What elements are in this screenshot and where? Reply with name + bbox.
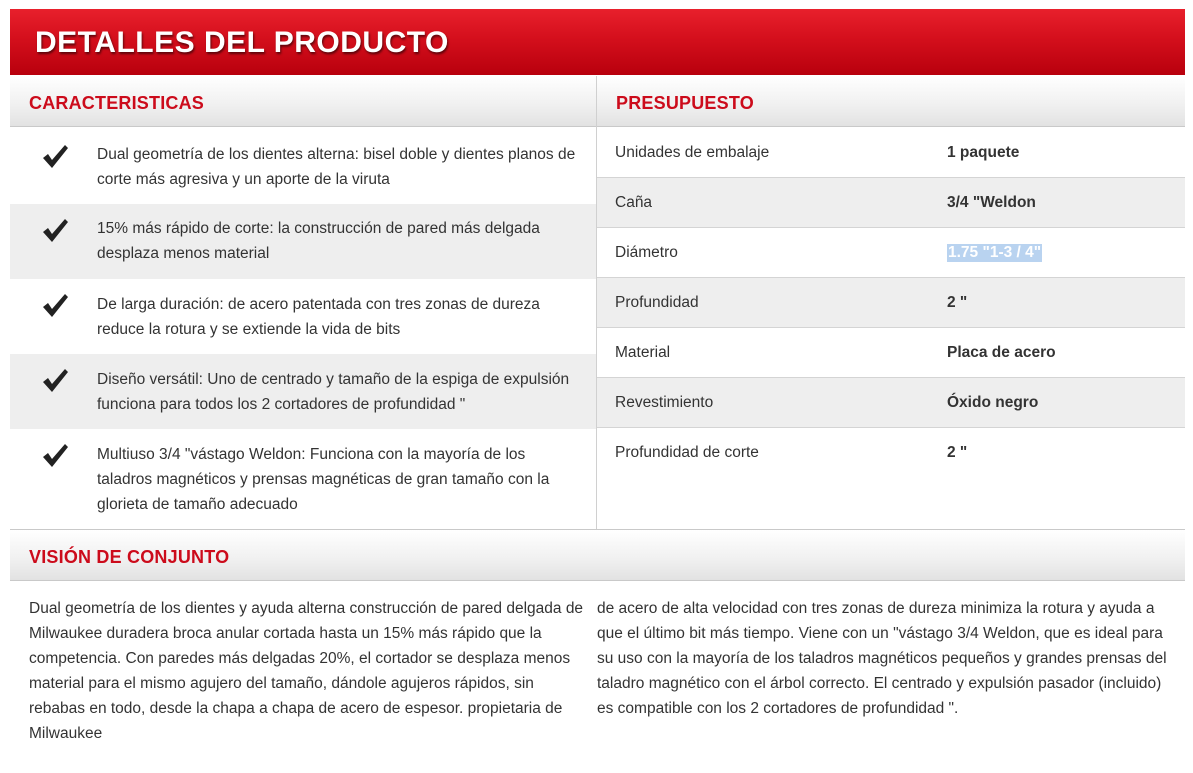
overview-text-left: Dual geometría de los dientes y ayuda alterna construcción de pared delgada de Milwaukee duradera broca anular cortada hasta un 15% más rápido que la competencia. Con paredes más delgadas 20%, el cortador se desplaza menos material para el mismo agujero del tamaño, dándole agujeros rápidos, sin rebabas en todo, desde la chapa a chapa de acero de espesor. propietaria de Milwaukee xyxy=(29,600,584,742)
spec-label: Diámetro xyxy=(615,244,678,261)
spec-row xyxy=(597,278,1185,328)
spec-value: 2 " xyxy=(947,444,968,461)
features-list xyxy=(10,128,596,529)
spec-value: 3/4 "Weldon xyxy=(947,194,1036,211)
specs-table xyxy=(597,128,1185,478)
features-heading: CARACTERISTICAS xyxy=(29,93,205,113)
spec-row xyxy=(597,328,1185,378)
feature-text: De larga duración: de acero patentada con tres zonas de dureza reduce la rotura y se extiende la vida de bits xyxy=(97,296,540,338)
spec-row xyxy=(597,428,1185,478)
feature-text: Multiuso 3/4 "vástago Weldon: Funciona con la mayoría de los taladros magnéticos y prensas magnéticas de gran tamaño con la glorieta de tamaño adecuado xyxy=(97,446,550,513)
spec-row xyxy=(597,228,1185,278)
spec-label: Revestimiento xyxy=(615,394,714,411)
specs-header xyxy=(597,76,1185,127)
feature-item xyxy=(10,279,596,354)
spec-value: 1 paquete xyxy=(947,144,1020,161)
spec-label: Caña xyxy=(615,194,653,211)
page-title: DETALLES DEL PRODUCTO xyxy=(35,26,449,59)
spec-value-selected[interactable]: 1.75 "1-3 / 4" xyxy=(948,244,1042,261)
spec-value: Óxido negro xyxy=(947,394,1039,411)
specs-heading: PRESUPUESTO xyxy=(616,93,754,113)
features-header xyxy=(10,76,596,127)
checkmark-icon xyxy=(40,367,70,395)
checkmark-icon xyxy=(40,217,70,245)
spec-row xyxy=(597,178,1185,228)
spec-row xyxy=(597,128,1185,178)
feature-item xyxy=(10,128,596,204)
feature-text: Dual geometría de los dientes alterna: bisel doble y dientes planos de corte más agresiva y un aporte de la viruta xyxy=(97,146,576,188)
feature-item xyxy=(10,204,596,279)
feature-item xyxy=(10,429,596,529)
overview-heading: VISIÓN DE CONJUNTO xyxy=(29,547,230,567)
spec-label: Material xyxy=(615,344,671,361)
spec-label: Profundidad de corte xyxy=(615,444,759,461)
feature-item xyxy=(10,354,596,429)
checkmark-icon xyxy=(40,292,70,320)
spec-value: Placa de acero xyxy=(947,344,1056,361)
feature-text: Diseño versátil: Uno de centrado y tamaño de la espiga de expulsión funciona para todos los 2 cortadores de profundidad " xyxy=(97,371,570,413)
product-details-banner xyxy=(10,9,1185,75)
spec-label: Unidades de embalaje xyxy=(615,144,770,161)
spec-label: Profundidad xyxy=(615,294,699,311)
checkmark-icon xyxy=(40,143,70,171)
overview-text-right: de acero de alta velocidad con tres zonas de dureza minimiza la rotura y ayuda a que el último bit más tiempo. Viene con un "vástago 3/4 Weldon, que es ideal para su uso con la mayoría de los taladros magnéticos pequeños y grandes prensas del taladro magnético con el árbol correcto. El centrado y expulsión pasador (incluido) es compatible con los 2 cortadores de profundidad ". xyxy=(597,600,1167,717)
checkmark-icon xyxy=(40,442,70,470)
spec-row xyxy=(597,378,1185,428)
overview-header xyxy=(10,530,1185,581)
spec-value: 2 " xyxy=(947,294,968,311)
feature-text: 15% más rápido de corte: la construcción de pared más delgada desplaza menos material xyxy=(97,220,540,262)
